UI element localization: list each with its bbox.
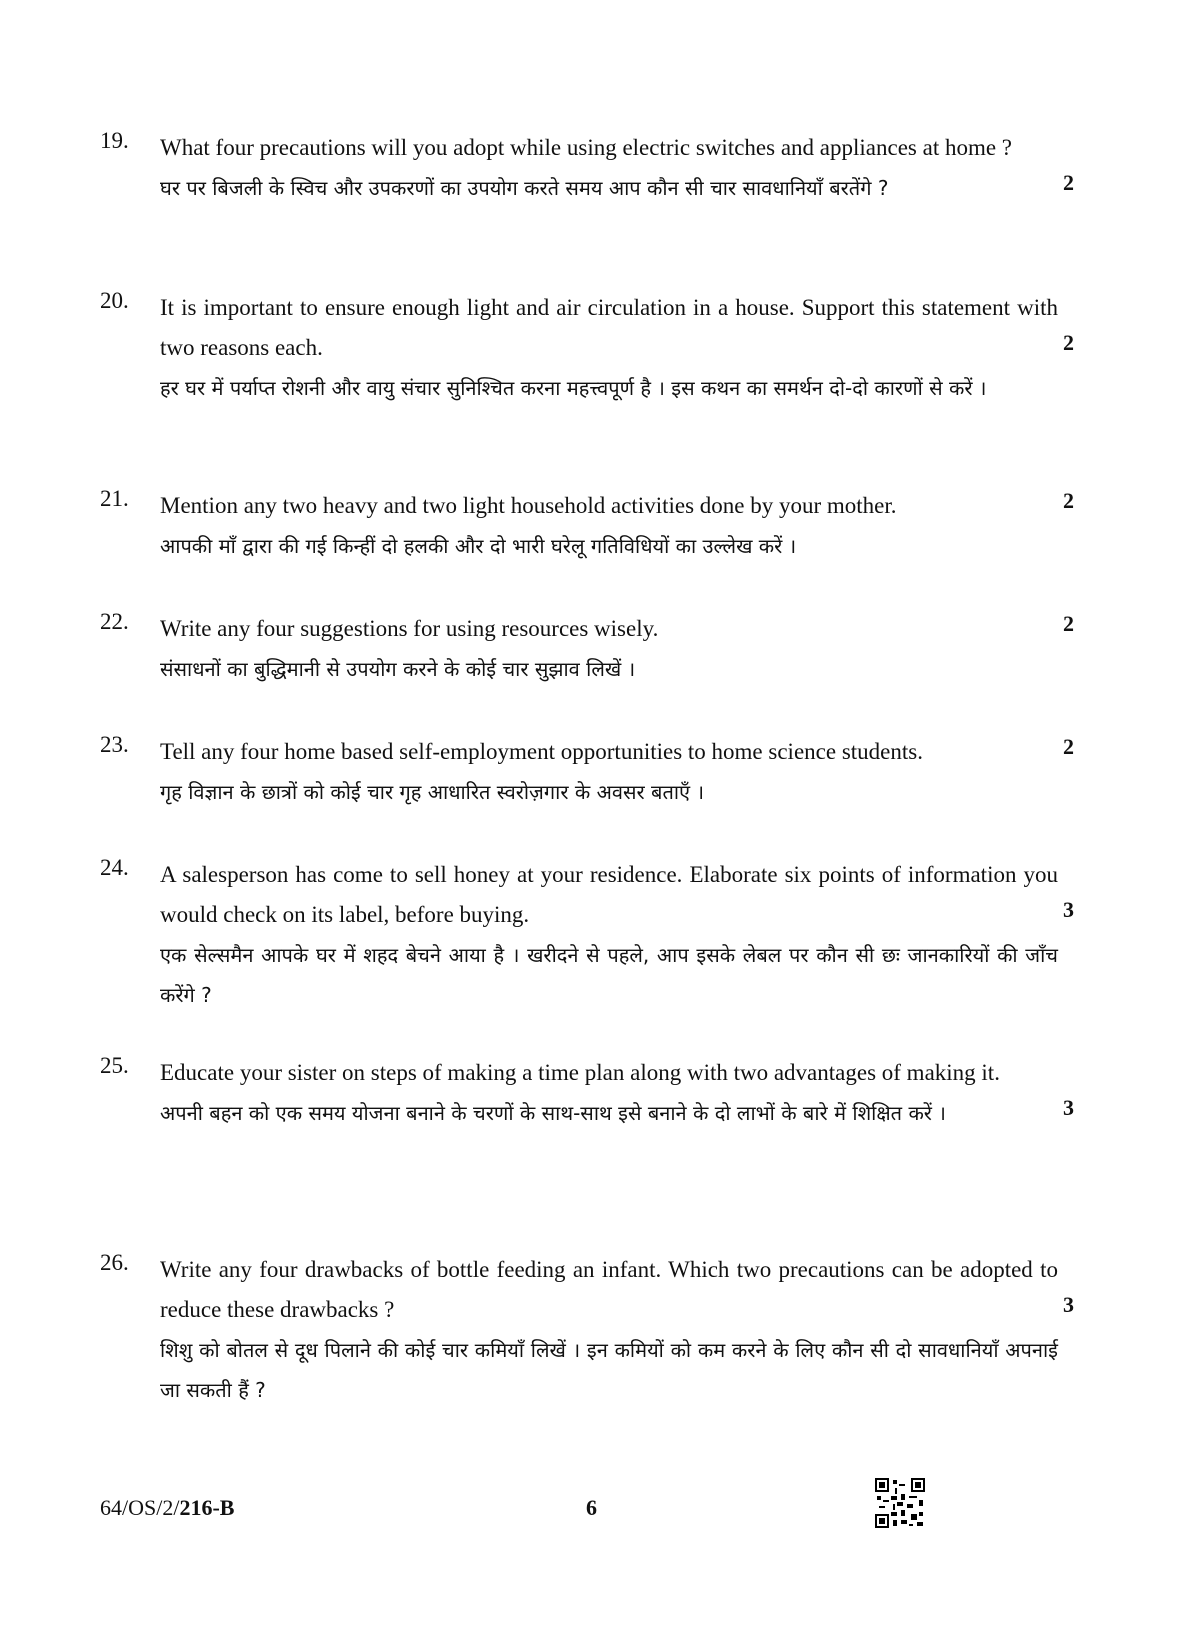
question-text-hindi: आपकी माँ द्वारा की गई किन्हीं दो हलकी और दो भारी घरेलू गतिविधियों का उल्लेख करें । (160, 534, 797, 558)
question-text-hindi: हर घर में पर्याप्त रोशनी और वायु संचार सुनिश्चित करना महत्त्वपूर्ण है । इस कथन का समर्थन दो-दो कारणों से करें । (160, 376, 987, 400)
question-text-english: Educate your sister on steps of making a time plan along with two advantages of making it. (160, 1060, 1000, 1085)
question-text-english: Write any four suggestions for using resources wisely. (160, 616, 659, 641)
question-text-hindi: गृह विज्ञान के छात्रों को कोई चार गृह आधारित स्वरोज़गार के अवसर बताएँ । (160, 780, 705, 804)
question-text-hindi: संसाधनों का बुद्धिमानी से उपयोग करने के कोई चार सुझाव लिखें । (160, 657, 636, 681)
question-number: 24. (100, 855, 129, 880)
question-number: 19. (100, 128, 129, 153)
question-text-english: A salesperson has come to sell honey at your residence. Elaborate six points of information you would check on its label, before buying. (160, 862, 1058, 927)
question-number: 23. (100, 732, 129, 757)
page-number: 6 (586, 1495, 597, 1520)
question-marks: 3 (1063, 1095, 1074, 1120)
question-marks: 2 (1063, 170, 1074, 195)
question-text-english: What four precautions will you adopt while using electric switches and appliances at home ? (160, 135, 1013, 160)
question-text-english: Tell any four home based self-employment opportunities to home science students. (160, 739, 923, 764)
question-marks: 2 (1063, 488, 1074, 513)
question-text-hindi: अपनी बहन को एक समय योजना बनाने के चरणों के साथ-साथ इसे बनाने के दो लाभों के बारे में शिक्षित करें । (160, 1101, 946, 1125)
question-text-hindi: घर पर बिजली के स्विच और उपकरणों का उपयोग करते समय आप कौन सी चार सावधानियाँ बरतेंगे ? (160, 176, 889, 200)
question-number: 22. (100, 609, 129, 634)
question-text-english: Mention any two heavy and two light household activities done by your mother. (160, 493, 897, 518)
question-text-english: It is important to ensure enough light and air circulation in a house. Support this statement with two reasons each. (160, 295, 1058, 360)
paper-code (100, 1495, 234, 1521)
question-marks: 3 (1063, 1292, 1074, 1317)
question-number: 26. (100, 1250, 129, 1275)
question-marks: 2 (1063, 734, 1074, 759)
question-text-english: Write any four drawbacks of bottle feeding an infant. Which two precautions can be adopted to reduce these drawbacks ? (160, 1257, 1058, 1322)
question-text-hindi: एक सेल्समैन आपके घर में शहद बेचने आया है । खरीदने से पहले, आप इसके लेबल पर कौन सी छः जानकारियों की जाँच करेंगे ? (160, 943, 1058, 1007)
question-marks: 3 (1063, 897, 1074, 922)
question-marks: 2 (1063, 611, 1074, 636)
question-text-hindi: शिशु को बोतल से दूध पिलाने की कोई चार कमियाँ लिखें । इन कमियों को कम करने के लिए कौन सी दो सावधानियाँ अपनाई जा सकती हैं ? (160, 1338, 1058, 1402)
qr-code-icon (875, 1478, 925, 1528)
question-number: 25. (100, 1053, 129, 1078)
paper-code-prefix: 64/OS/2/ (100, 1495, 180, 1520)
question-marks: 2 (1063, 330, 1074, 355)
question-number: 20. (100, 288, 129, 313)
question-number: 21. (100, 486, 129, 511)
paper-code-set: 216-B (179, 1495, 235, 1520)
